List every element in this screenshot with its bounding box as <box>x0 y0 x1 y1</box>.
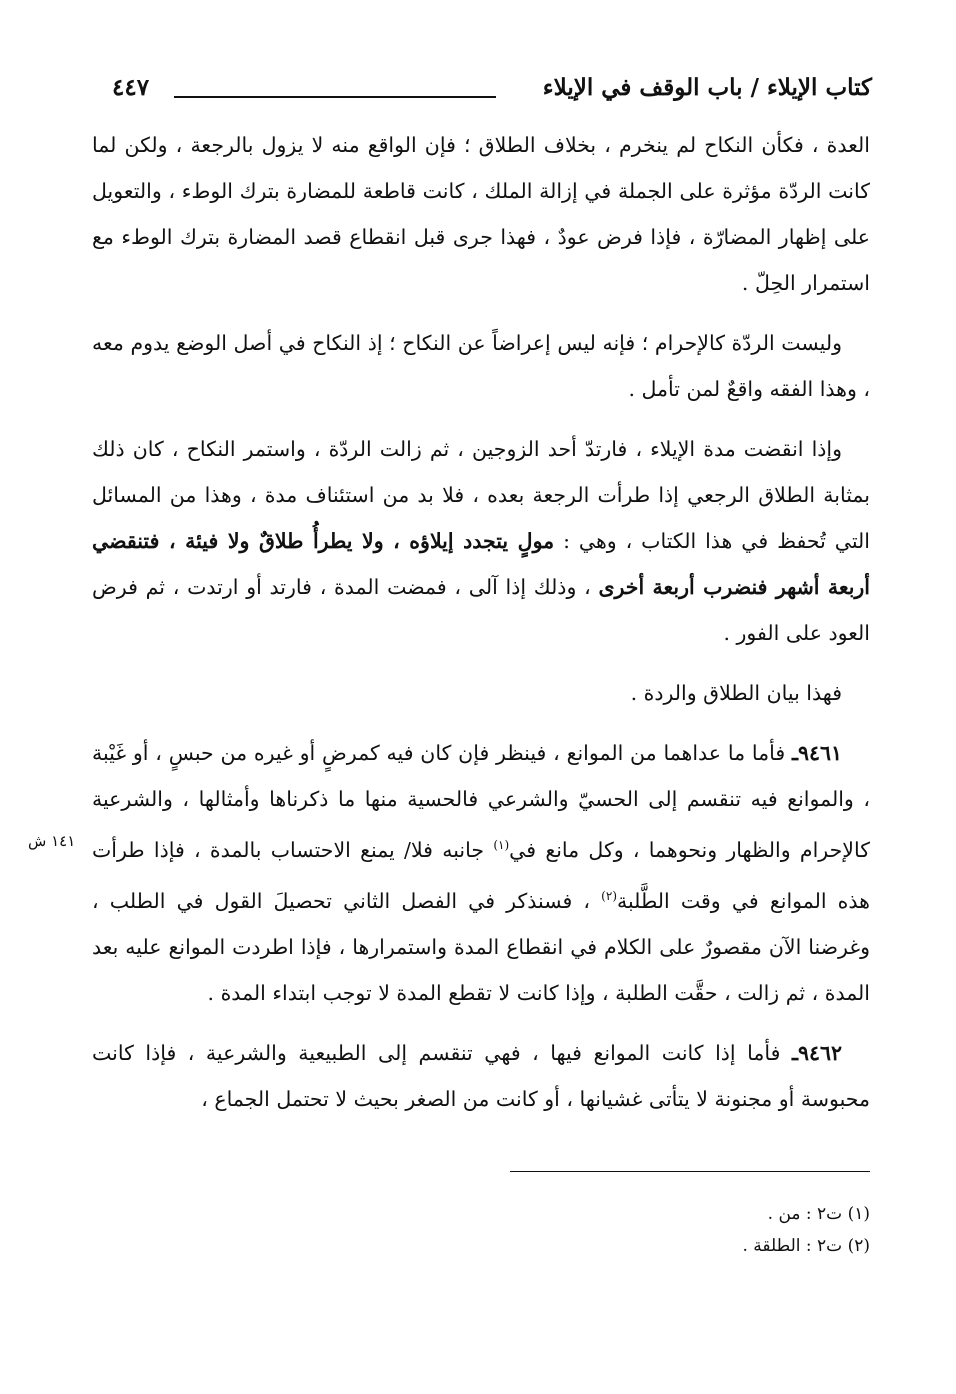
paragraph-number-9461: ٩٤٦١ـ <box>791 741 842 765</box>
paragraph-3-text-a: وإذا انقضت مدة الإيلاء ، فارتدّ أحد الزوجين ، ثم زالت الردّة ، واستمر النكاح ، كان ذلك بمثابة الطلاق الرجعي إذا طرأت الرجعة بعده ، فلا بد من استئناف مدة ، وهذا من المسائل التي تُحفظ في هذا الكتاب ، وهي : <box>92 437 870 553</box>
manuscript-margin-note: ١٤١ ش <box>28 832 76 850</box>
paragraph-3-bold-rule: مولٍ يتجدد إيلاؤه ، ولا يطرأُ طلاقٌ ولا فيئة ، فتنقضي أربعة أشهر فنضرب أربعة أخرى <box>92 529 871 599</box>
paragraph-9462 <box>92 1030 870 1122</box>
page-header <box>112 74 872 114</box>
paragraph-9461-text-b: جانبه فلا/ يمنع الاحتساب بالمدة ، فإذا طرأت هذه الموانع في وقت الطَّلبة <box>92 837 870 913</box>
paragraph-number-9462: ٩٤٦٢ـ <box>791 1040 842 1065</box>
footnote-divider <box>510 1171 870 1172</box>
footnote-1: (١) ت٢ : من . <box>767 1204 870 1224</box>
paragraph-9461-text-a: فأما ما عداهما من الموانع ، فينظر فإن كان فيه كمرضٍ أو غيره من حبسٍ ، أو غَيْبة ، والموانع فيه تنقسم إلى الحسيّ والشرعي فالحسية منها ما ذكرناها وأمثالها ، والشرعية كالإحرام والظهار ونحوهما ، وكل مانع في <box>92 741 870 862</box>
footnotes <box>370 1198 870 1262</box>
footnote-ref-2: (٢) <box>601 888 617 903</box>
paragraph-3-text-b: ، وذلك إذا آلى ، فمضت المدة ، فارتد أو ارتدت ، ثم فرض العود على الفور . <box>92 575 870 645</box>
header-rule <box>174 96 496 98</box>
running-title: كتاب الإيلاء / باب الوقف في الإيلاء <box>542 74 872 101</box>
footnote-2: (٢) ت٢ : الطلقة . <box>742 1236 870 1256</box>
paragraph-3 <box>92 426 870 656</box>
paragraph-1: العدة ، فكأن النكاح لم ينخرم ، بخلاف الطلاق ؛ فإن الواقع منه لا يزول بالرجعة ، ولكن لما كانت الردّة مؤثرة على الجملة في إزالة الملك ، كانت قاطعة للمضارة بترك الوطء ، والتعويل على إظهار المضارّة ، فإذا فرض عودٌ ، فهذا جرى قبل انقطاع قصد المضارة بترك الوطء مع استمرار الحِلّ . <box>92 133 870 295</box>
paragraph-2: وليست الردّة كالإحرام ؛ فإنه ليس إعراضاً عن النكاح ؛ إذ النكاح في أصل الوضع يدوم معه ، وهذا الفقه واقعٌ لمن تأمل . <box>92 331 870 401</box>
body-text <box>92 122 870 1122</box>
footnote-ref-1: (١) <box>493 838 510 852</box>
paragraph-9461-text-c: ، فسنذكر في الفصل الثاني تحصيلَ القول في الطلب ، وغرضنا الآن مقصورٌ على الكلام في انقطاع المدة واستمرارها ، فإذا اطردت الموانع عليه بعد المدة ، ثم زالت ، حقَّت الطلبة ، وإذا كانت لا تقطع المدة لا توجب ابتداء المدة . <box>92 888 870 1005</box>
page-number: ٤٤٧ <box>112 74 150 101</box>
paragraph-4: فهذا بيان الطلاق والردة . <box>630 681 842 705</box>
paragraph-9462-text: فأما إذا كانت الموانع فيها ، فهي تنقسم إلى الطبيعية والشرعية ، فإذا كانت محبوسة أو مجنونة لا يتأتى غشيانها ، أو كانت من الصغر بحيث لا تحتمل الجماع ، <box>92 1040 870 1111</box>
paragraph-9461 <box>92 730 870 1016</box>
